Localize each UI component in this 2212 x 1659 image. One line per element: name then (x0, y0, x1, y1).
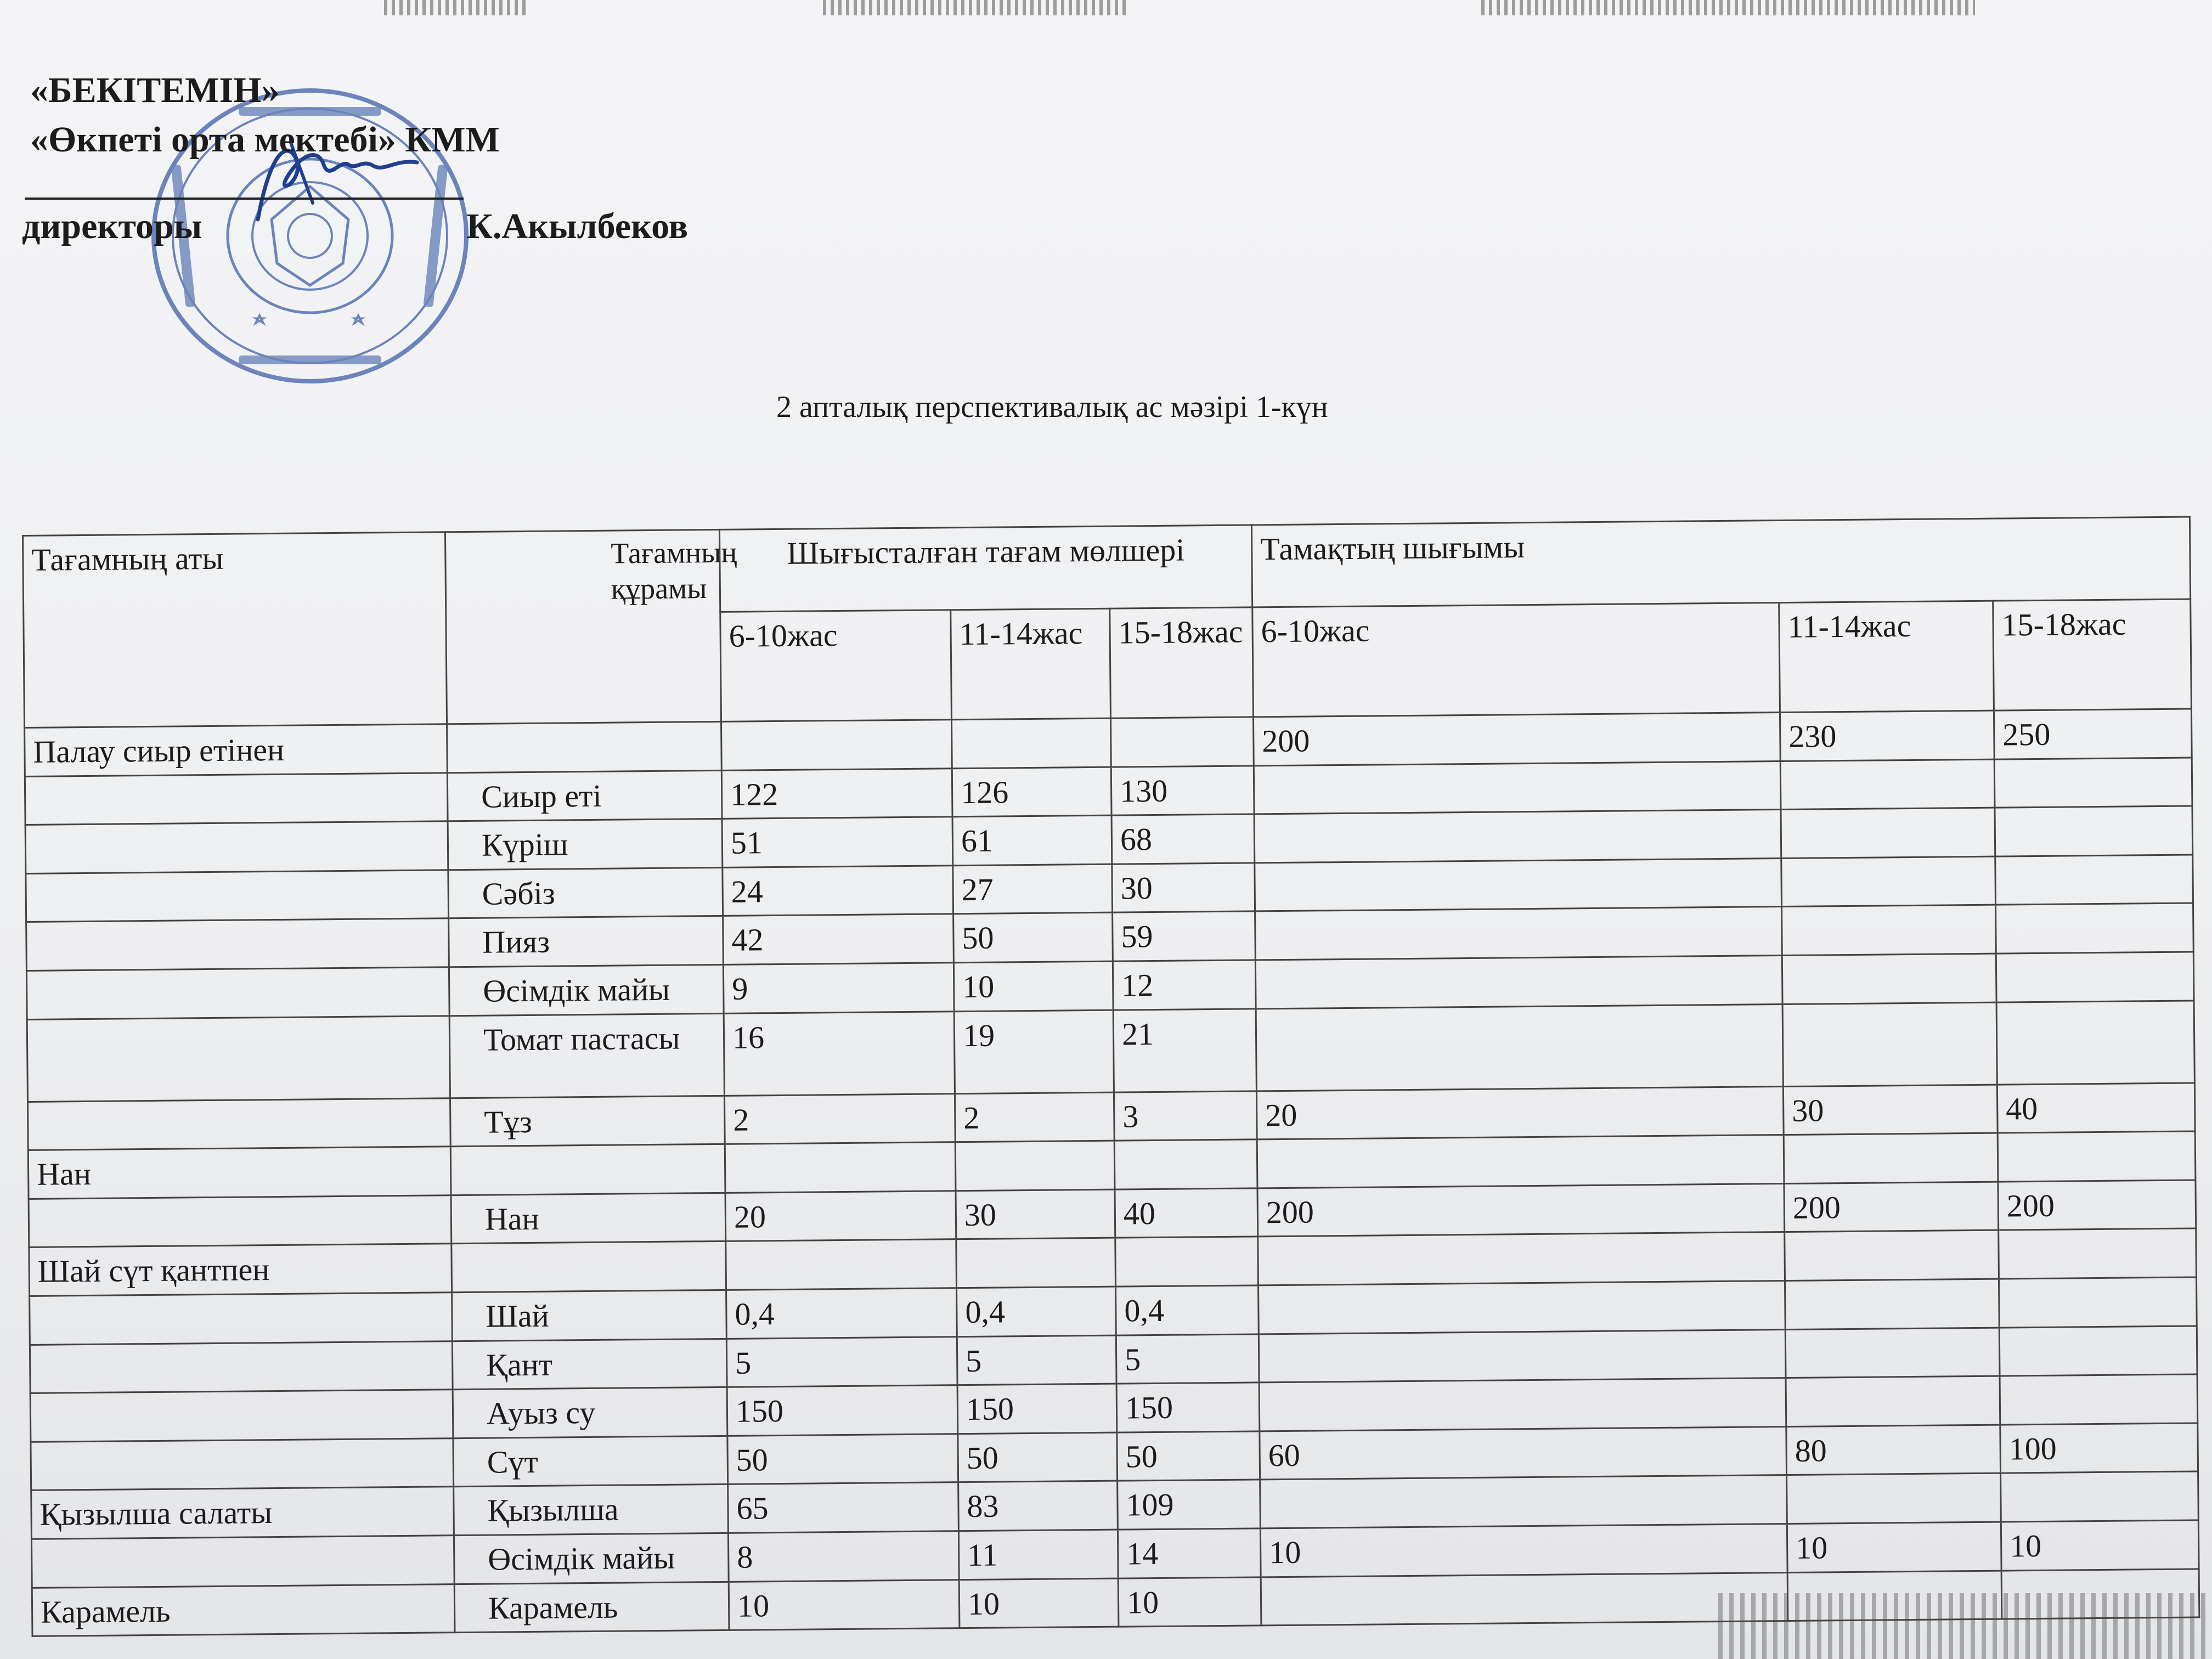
ingredient-cell: Қызылша (454, 1485, 729, 1536)
menu-table-body (25, 709, 2199, 1637)
yield-6-10-cell (1255, 858, 1782, 911)
yield-6-10-cell (1261, 1572, 1788, 1626)
ingredient-cell: Томат пастасы (449, 1013, 724, 1098)
yield-6-10-cell: 200 (1257, 1183, 1785, 1237)
yield-15-18-cell (1999, 1277, 2197, 1328)
amount-11-14-cell: 30 (956, 1189, 1115, 1239)
amount-6-10-cell (721, 720, 952, 770)
yield-11-14-cell (1781, 808, 1995, 858)
yield-15-18-cell (1996, 952, 2194, 1002)
amount-15-18-cell: 150 (1116, 1383, 1260, 1432)
amount-6-10-cell: 122 (721, 768, 952, 819)
amount-6-10-cell (726, 1239, 957, 1290)
ingredient-cell: Пияз (449, 916, 724, 967)
yield-6-10-cell: 20 (1256, 1086, 1784, 1139)
header-composition: Тағамның құрамы (445, 529, 721, 724)
amount-6-10-cell: 50 (727, 1434, 958, 1484)
header-yield-11-14: 11-14жас (1779, 601, 1994, 712)
yield-15-18-cell (1994, 758, 2192, 808)
amount-15-18-cell: 40 (1115, 1188, 1258, 1238)
yield-6-10-cell (1259, 1280, 1786, 1334)
yield-11-14-cell (1780, 759, 1995, 810)
dish-name-cell (26, 870, 449, 922)
amount-15-18-cell: 109 (1118, 1480, 1261, 1530)
amount-15-18-cell: 5 (1116, 1334, 1259, 1384)
amount-6-10-cell: 42 (723, 914, 954, 964)
ingredient-cell: Тұз (450, 1096, 725, 1147)
header-amount-11-14: 11-14жас (951, 608, 1111, 720)
amount-11-14-cell: 50 (958, 1432, 1118, 1482)
yield-15-18-cell (2000, 1374, 2198, 1425)
yield-11-14-cell (1782, 905, 1996, 956)
amount-15-18-cell: 21 (1113, 1008, 1256, 1092)
ingredient-cell: Сүт (453, 1436, 728, 1487)
yield-6-10-cell: 60 (1260, 1426, 1787, 1480)
dish-name-cell (28, 1098, 451, 1150)
ingredient-cell: Сиыр еті (447, 770, 722, 821)
dish-name-cell (30, 1341, 453, 1393)
ingredient-cell: Өсімдік майы (454, 1533, 729, 1584)
yield-15-18-cell: 40 (1997, 1083, 2195, 1133)
scan-artifact-top (1481, 0, 1975, 15)
yield-11-14-cell (1787, 1473, 2001, 1523)
yield-15-18-cell (2001, 1471, 2199, 1522)
amount-11-14-cell (956, 1238, 1116, 1288)
amount-6-10-cell: 51 (722, 817, 953, 867)
amount-11-14-cell: 19 (954, 1010, 1114, 1094)
amount-15-18-cell: 10 (1118, 1577, 1261, 1627)
amount-6-10-cell: 9 (723, 963, 954, 1013)
yield-6-10-cell: 200 (1253, 713, 1780, 766)
amount-15-18-cell: 3 (1114, 1091, 1257, 1141)
header-amount-6-10: 6-10жас (720, 610, 952, 722)
yield-11-14-cell: 200 (1784, 1182, 1999, 1232)
amount-11-14-cell: 50 (953, 913, 1113, 963)
ingredient-cell (452, 1242, 726, 1293)
amount-6-10-cell: 10 (729, 1579, 960, 1630)
header-amount-15-18: 15-18жас (1110, 607, 1254, 718)
ingredient-cell: Карамель (454, 1582, 729, 1633)
dish-name-cell (25, 772, 448, 825)
yield-15-18-cell: 100 (2000, 1423, 2198, 1474)
yield-11-14-cell (1784, 1133, 1998, 1183)
yield-11-14-cell (1785, 1279, 1999, 1329)
yield-15-18-cell (1999, 1228, 2197, 1279)
amount-11-14-cell: 61 (952, 815, 1112, 865)
amount-11-14-cell: 150 (957, 1384, 1117, 1434)
director-title: директоры (22, 206, 202, 246)
ingredient-cell: Нан (451, 1193, 726, 1244)
header-dish-name: Тағамның аты (23, 532, 447, 728)
amount-11-14-cell: 10 (959, 1578, 1119, 1628)
dish-name-cell (27, 1015, 450, 1102)
yield-11-14-cell: 80 (1786, 1425, 2001, 1475)
amount-11-14-cell: 0,4 (957, 1286, 1116, 1336)
ingredient-cell: Сәбіз (448, 867, 723, 918)
yield-11-14-cell (1782, 1002, 1997, 1086)
amount-6-10-cell: 24 (723, 865, 953, 916)
amount-11-14-cell: 83 (958, 1481, 1118, 1531)
yield-6-10-cell (1259, 1329, 1786, 1383)
yield-6-10-cell (1255, 956, 1782, 1009)
yield-15-18-cell: 200 (1998, 1180, 2196, 1231)
amount-6-10-cell: 0,4 (726, 1288, 957, 1339)
yield-15-18-cell (1997, 1131, 2196, 1182)
scan-artifact-top (384, 0, 527, 15)
amount-15-18-cell (1110, 717, 1254, 767)
amount-6-10-cell: 150 (727, 1385, 958, 1436)
yield-6-10-cell (1256, 1004, 1783, 1091)
amount-6-10-cell: 5 (726, 1336, 957, 1387)
amount-6-10-cell: 65 (728, 1482, 959, 1533)
ingredient-cell: Өсімдік майы (449, 964, 724, 1015)
yield-6-10-cell (1260, 1475, 1787, 1528)
yield-15-18-cell (1995, 806, 2193, 856)
director-name: К.Акылбеков (466, 206, 689, 246)
dish-name-cell (31, 1536, 454, 1588)
amount-11-14-cell (955, 1141, 1115, 1190)
yield-6-10-cell (1257, 1135, 1784, 1188)
ingredient-cell (447, 721, 722, 772)
dish-name-cell (25, 821, 448, 873)
yield-11-14-cell (1785, 1230, 1999, 1280)
yield-11-14-cell (1786, 1376, 2000, 1426)
dish-name-cell (30, 1390, 453, 1442)
amount-6-10-cell: 8 (728, 1531, 959, 1582)
menu-title: 2 апталық перспективалық ас мәзірі 1-күн (776, 390, 1328, 424)
ingredient-cell: Қант (452, 1339, 727, 1390)
yield-15-18-cell (2001, 1568, 2199, 1619)
yield-15-18-cell (1996, 903, 2194, 953)
amount-6-10-cell (725, 1142, 956, 1193)
header-issued-amount: Шығысталған тағам мөлшері (719, 525, 1252, 612)
yield-15-18-cell (1995, 855, 2193, 905)
yield-15-18-cell (1996, 1001, 2194, 1085)
amount-11-14-cell: 10 (953, 961, 1113, 1011)
amount-11-14-cell: 2 (955, 1092, 1114, 1142)
amount-11-14-cell: 5 (957, 1335, 1116, 1385)
dish-name-cell: Карамель (32, 1584, 455, 1636)
amount-11-14-cell: 27 (953, 864, 1113, 914)
yield-15-18-cell: 10 (2001, 1520, 2199, 1571)
yield-11-14-cell: 230 (1780, 710, 1994, 761)
header-yield-6-10: 6-10жас (1252, 603, 1780, 717)
yield-6-10-cell (1259, 1378, 1786, 1431)
yield-6-10-cell: 10 (1260, 1523, 1787, 1577)
amount-15-18-cell (1114, 1139, 1257, 1189)
dish-name-cell (30, 1293, 453, 1345)
yield-11-14-cell (1782, 953, 1996, 1004)
amount-11-14-cell: 11 (958, 1530, 1118, 1579)
yield-6-10-cell (1255, 907, 1782, 960)
dish-name-cell (31, 1438, 454, 1490)
yield-6-10-cell (1254, 810, 1781, 863)
signature-line (25, 198, 464, 200)
amount-15-18-cell: 50 (1117, 1431, 1260, 1481)
ingredient-cell: Күріш (448, 819, 723, 870)
amount-15-18-cell: 30 (1112, 863, 1255, 913)
ingredient-cell: Шай (452, 1290, 727, 1341)
yield-15-18-cell (1999, 1325, 2197, 1376)
amount-6-10-cell: 20 (725, 1190, 956, 1241)
amount-11-14-cell: 126 (952, 767, 1111, 817)
dish-name-cell (26, 967, 449, 1019)
amount-15-18-cell: 0,4 (1116, 1285, 1259, 1335)
dish-name-cell: Палау сиыр етінен (25, 724, 448, 776)
amount-15-18-cell: 130 (1111, 766, 1254, 816)
ingredient-cell: Ауыз су (453, 1387, 727, 1438)
yield-11-14-cell (1781, 856, 1996, 907)
scan-artifact-top (823, 0, 1130, 15)
yield-11-14-cell: 10 (1787, 1522, 2001, 1572)
yield-6-10-cell (1258, 1232, 1785, 1285)
amount-15-18-cell (1115, 1237, 1259, 1286)
menu-table (22, 516, 2200, 1638)
yield-11-14-cell (1785, 1328, 2000, 1378)
yield-11-14-cell: 30 (1783, 1085, 1997, 1135)
amount-11-14-cell (952, 718, 1111, 768)
amount-15-18-cell: 59 (1113, 911, 1256, 961)
ingredient-cell (450, 1144, 725, 1195)
yield-15-18-cell: 250 (1994, 709, 2192, 759)
yield-11-14-cell (1787, 1571, 2002, 1621)
amount-6-10-cell: 2 (724, 1093, 955, 1144)
approval-heading: «БЕКІТЕМІН» (30, 70, 280, 110)
school-name: «Өкпеті орта мектебі» КММ (30, 120, 500, 160)
dish-name-cell (26, 918, 449, 970)
dish-name-cell: Қызылша салаты (31, 1487, 454, 1539)
dish-name-cell: Нан (28, 1147, 451, 1199)
amount-15-18-cell: 12 (1113, 960, 1256, 1010)
dish-name-cell: Шай сүт қантпен (29, 1244, 452, 1296)
amount-15-18-cell: 68 (1111, 814, 1255, 864)
header-yield-15-18: 15-18жас (1993, 599, 2192, 710)
amount-6-10-cell: 16 (724, 1011, 955, 1096)
yield-6-10-cell (1254, 761, 1781, 814)
header-yield: Тамақтың шығымы (1251, 517, 2190, 607)
amount-15-18-cell: 14 (1118, 1528, 1261, 1578)
dish-name-cell (29, 1195, 452, 1247)
